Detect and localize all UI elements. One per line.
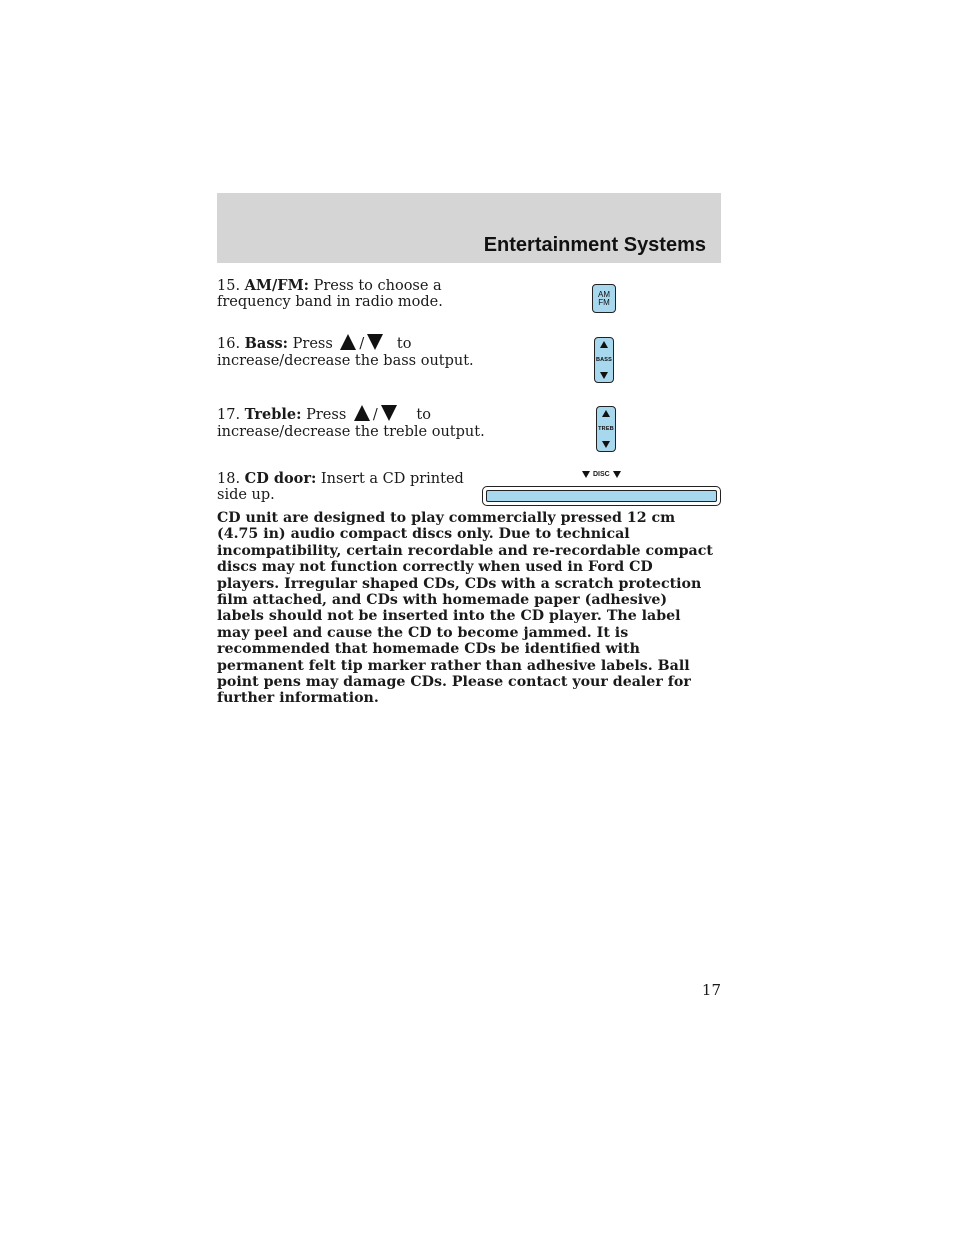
item-text: Press: [301, 407, 347, 423]
item-label: CD door:: [244, 470, 317, 487]
disc-eject-label: [582, 471, 621, 478]
arrow-down-icon: [367, 334, 383, 350]
disc-icon-text: DISC: [593, 471, 610, 478]
cd-slot-opening: [486, 490, 717, 502]
bass-icon-text: BASS: [595, 357, 613, 363]
item-text-line2: frequency band in radio mode.: [217, 294, 443, 310]
arrow-up-icon: [354, 405, 370, 421]
treble-icon-text: TREB: [598, 426, 614, 432]
eject-right-arrow-icon: [613, 471, 621, 478]
amfm-icon-text-fm: FM: [598, 297, 610, 307]
item-text: Press to choose a: [308, 278, 442, 294]
arrow-up-icon: [340, 334, 356, 350]
item-treble: [217, 405, 485, 440]
eject-left-arrow-icon: [582, 471, 590, 478]
item-label: Treble:: [244, 406, 302, 423]
amfm-icon-text-am: AM: [598, 289, 610, 299]
item-label: AM/FM:: [244, 277, 309, 294]
item-text-post: to: [416, 407, 431, 423]
bass-up-icon: [600, 341, 608, 348]
item-text-post: to: [396, 336, 412, 352]
treble-down-icon: [602, 441, 610, 448]
item-text-line2: increase/decrease the treble output.: [217, 424, 485, 440]
item-text: Insert a CD printed: [316, 471, 464, 487]
arrow-down-icon: [381, 405, 397, 421]
item-number: 17.: [217, 407, 241, 423]
bass-button-icon: [594, 337, 614, 383]
section-header: [217, 193, 721, 263]
page-number: 17: [701, 981, 721, 999]
treble-button-icon: [596, 406, 616, 452]
item-cd-door: [217, 471, 464, 503]
section-title: Entertainment Systems: [483, 234, 706, 256]
amfm-button-icon: [592, 284, 616, 313]
item-text-line2: side up.: [217, 487, 275, 503]
item-text: Press: [288, 336, 333, 352]
cd-slot-icon: [482, 486, 721, 506]
item-bass: [217, 334, 474, 369]
item-label: Bass:: [244, 335, 289, 352]
item-amfm: [217, 278, 443, 310]
item-text-line2: increase/decrease the bass output.: [217, 353, 474, 369]
item-number: 15.: [217, 278, 241, 294]
treble-up-icon: [602, 410, 610, 417]
item-slash: /: [372, 407, 378, 423]
item-number: 16.: [217, 336, 241, 352]
bass-down-icon: [600, 372, 608, 379]
item-number: 18.: [217, 471, 241, 487]
cd-warning-text: CD unit are designed to play commercially pressed 12 cm (4.75 in) audio compact discs only. Due to technical incompatibility, certain recordable and re-recordable compact discs may not function correctly when used in Ford CD players. Irregular shaped CDs, CDs with a scratch protection film attached, and CDs with homemade paper (adhesive) labels should not be inserted into the CD player. The label may peel and cause the CD to become jammed. It is recommended that homemade CDs be identified with permanent felt tip marker rather than adhesive labels. Ball point pens may damage CDs. Please contact your dealer for further information.: [217, 510, 713, 707]
item-slash: /: [359, 336, 365, 352]
